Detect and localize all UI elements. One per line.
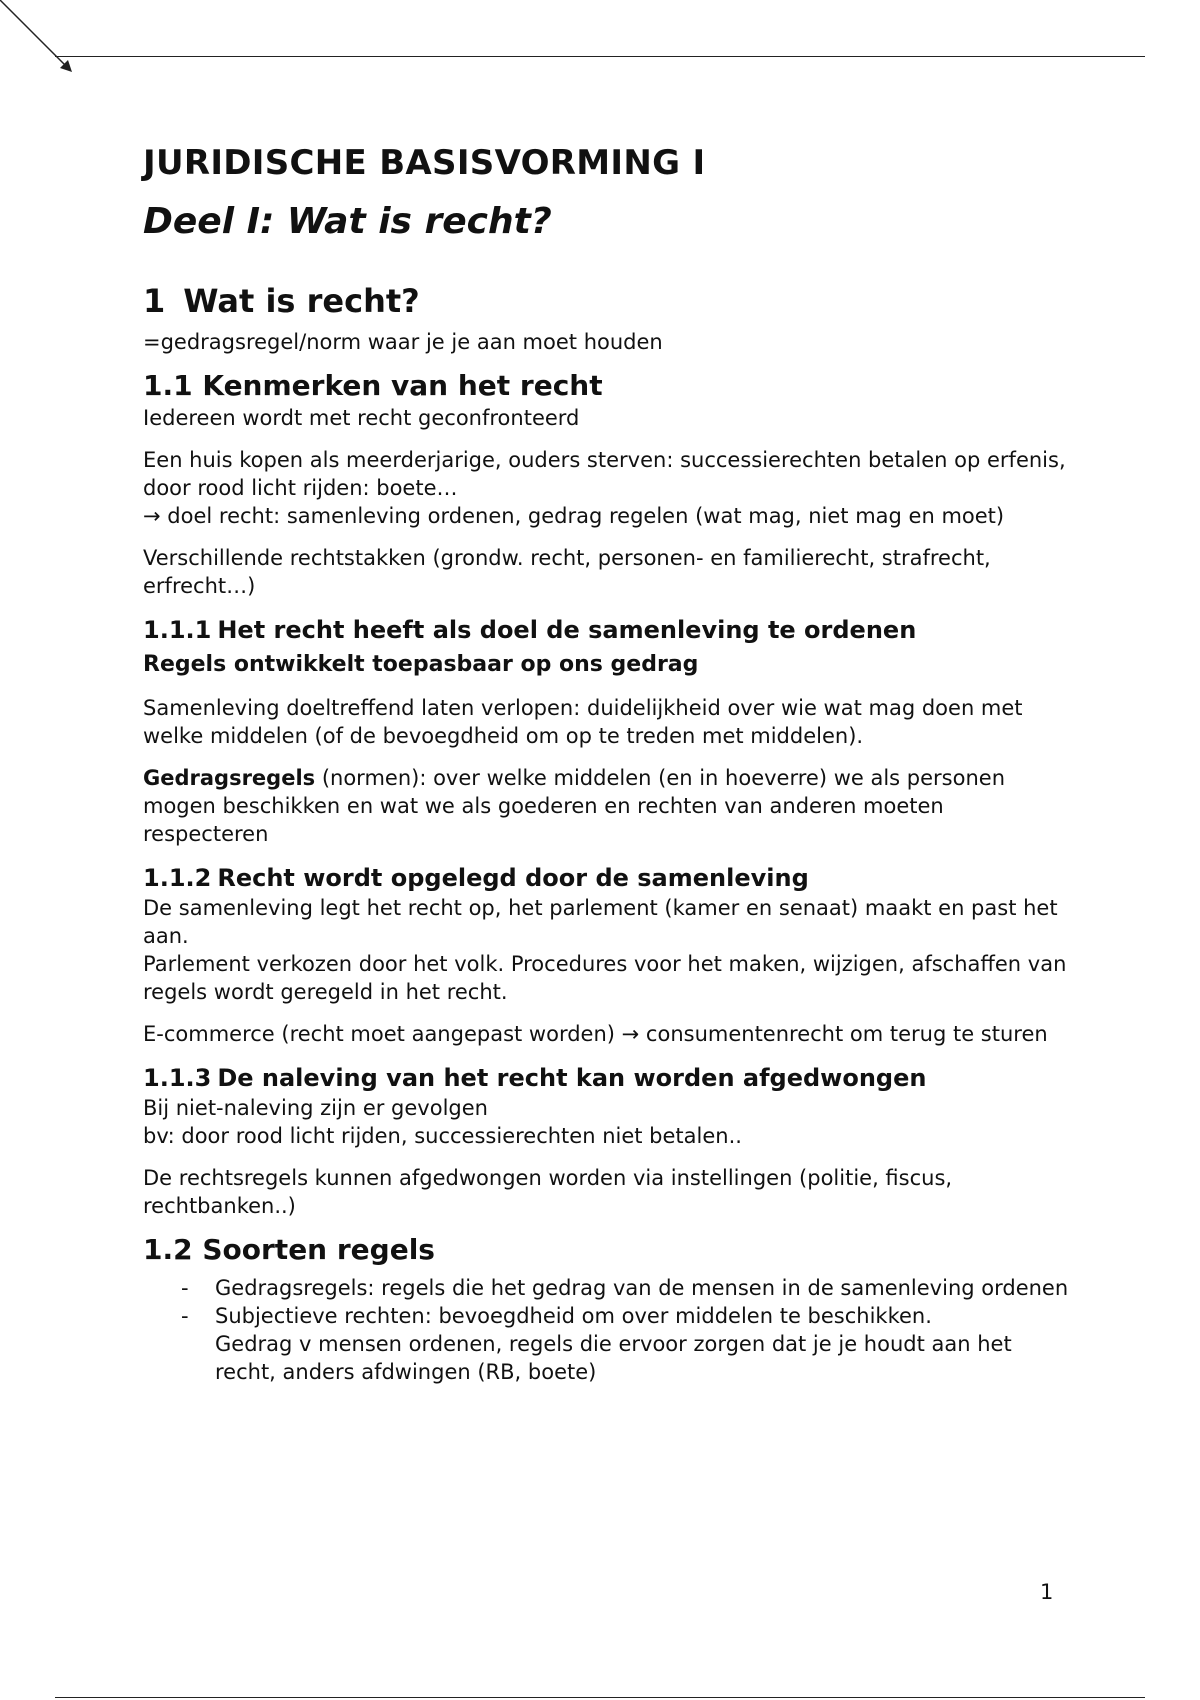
section-number: 1.1 [143, 369, 193, 402]
arrow-glyph: → [143, 504, 161, 528]
section-number: 1.1.3 [143, 1064, 212, 1092]
section-title: Het recht heeft als doel de samenleving te ordenen [217, 616, 917, 644]
document-body [143, 140, 1073, 1386]
section-title: Wat is recht? [183, 282, 420, 320]
text-line: De samenleving legt het recht op, het parlement (kamer en senaat) maakt en past het aan. [143, 896, 1058, 948]
section-title: De naleving van het recht kan worden afgedwongen [217, 1064, 927, 1092]
header-rule [55, 56, 1145, 57]
text-line: bv: door rood licht rijden, successierechten niet betalen.. [143, 1124, 742, 1148]
list-item-text: Gedragsregels: regels die het gedrag van de mensen in de samenleving ordenen [215, 1276, 1069, 1300]
text-line: door rood licht rijden: boete… [143, 476, 458, 500]
section-1-heading [143, 280, 1073, 322]
section-1-2-heading [143, 1232, 1073, 1268]
paragraph [143, 446, 1073, 530]
rule-types-list [143, 1274, 1073, 1386]
paragraph [143, 1094, 1073, 1150]
arrow-glyph: → [621, 1022, 640, 1046]
dash-bullet: - [181, 1304, 189, 1328]
document-subtitle: Deel I: Wat is recht? [143, 201, 552, 242]
paragraph: De rechtsregels kunnen afgedwongen worden via instellingen (politie, fiscus, rechtbanken..) [143, 1166, 953, 1218]
text-line: E-commerce (recht moet aangepast worden) [143, 1022, 622, 1046]
section-number: 1.2 [143, 1233, 193, 1266]
document-title: JURIDISCHE BASISVORMING I [143, 143, 706, 183]
paragraph [143, 1020, 1073, 1048]
footer-rule [55, 1697, 1145, 1698]
text-line: Bij niet-naleving zijn er gevolgen [143, 1096, 488, 1120]
section-number: 1 [143, 282, 166, 320]
paragraph [143, 764, 1073, 848]
list-item-text: Subjectieve rechten: bevoegdheid om over middelen te beschikken. [215, 1304, 932, 1328]
section-1-1-heading [143, 368, 1073, 404]
section-1-1-1-heading [143, 614, 1073, 646]
section-title: Soorten regels [202, 1233, 435, 1266]
page-number: 1 [1040, 1580, 1054, 1604]
paragraph [143, 894, 1073, 1006]
text-line: Een huis kopen als meerderjarige, ouders sterven: successierechten betalen op erfenis, [143, 448, 1066, 472]
list-item-text: Gedrag v mensen ordenen, regels die ervoor zorgen dat je je houdt aan het recht, anders afdwingen (RB, boete) [215, 1332, 1012, 1384]
text-line: Parlement verkozen door het volk. Procedures voor het maken, wijzigen, afschaffen van regels wordt geregeld in het recht. [143, 952, 1067, 1004]
text-line: (normen): over welke middelen (en in hoeverre) we als personen mogen beschikken en wat we als goederen en rechten van anderen moeten respecteren [143, 766, 1005, 846]
list-item [143, 1302, 1073, 1386]
paragraph: Iedereen wordt met recht geconfronteerd [143, 406, 580, 430]
section-number: 1.1.1 [143, 616, 212, 644]
text-line: doel recht: samenleving ordenen, gedrag regelen (wat mag, niet mag en moet) [167, 504, 1005, 528]
section-1-1-2-heading [143, 862, 1073, 894]
bold-term: Gedragsregels [143, 766, 316, 790]
dash-bullet: - [181, 1276, 189, 1300]
subheading: Regels ontwikkelt toepasbaar op ons gedrag [143, 652, 699, 677]
text-line: consumentenrecht om terug te sturen [639, 1022, 1048, 1046]
section-number: 1.1.2 [143, 864, 212, 892]
paragraph: Verschillende rechtstakken (grondw. recht, personen- en familierecht, strafrecht, erfrecht…) [143, 546, 991, 598]
section-title: Recht wordt opgelegd door de samenleving [217, 864, 809, 892]
section-title: Kenmerken van het recht [202, 369, 603, 402]
paragraph: Samenleving doeltreffend laten verlopen: duidelijkheid over wie wat mag doen met welke middelen (of de bevoegdheid om op te treden met middelen). [143, 696, 1023, 748]
section-1-1-3-heading [143, 1062, 1073, 1094]
definition-text: =gedragsregel/norm waar je je aan moet houden [143, 330, 663, 354]
list-item [143, 1274, 1073, 1302]
